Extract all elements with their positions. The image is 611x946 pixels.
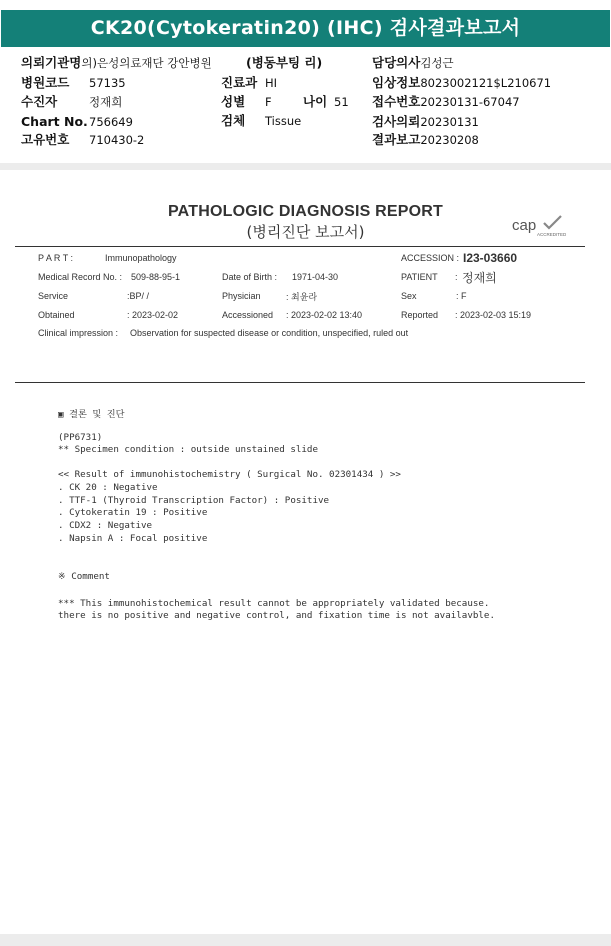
accession-value: I23-03660: [463, 251, 518, 265]
service-label: Service: [38, 291, 69, 301]
header: [0, 0, 611, 48]
dob-value: 1971-04-30: [292, 272, 339, 282]
result-line: ** Specimen condition : outside unstained slide: [58, 444, 318, 455]
specimen-label: 검체: [221, 113, 246, 128]
patient-colon: :: [455, 272, 458, 282]
section-heading: ▣ 결론 및 진단: [58, 409, 125, 420]
physician-label: Physician: [222, 291, 261, 301]
department-label: 진료과: [221, 75, 258, 90]
hospital-code-value: 57135: [89, 76, 126, 90]
patient-label: 수진자: [21, 94, 58, 109]
report-header-rule: [15, 246, 585, 247]
patient-label: PATIENT: [401, 272, 438, 282]
accessioned-label: Accessioned: [222, 310, 274, 320]
result-line: << Result of immunohistochemistry ( Surgical No. 02301434 ) >>: [58, 469, 401, 480]
comment-heading: ※ Comment: [58, 571, 110, 582]
report-subtitle: (병리진단 보고서): [246, 223, 365, 241]
page-title: CK20(Cytokeratin20) (IHC) 검사결과보고서: [1, 10, 610, 47]
clinical-info-label: 임상정보: [372, 75, 421, 90]
bottom-margin: [0, 934, 611, 946]
check-icon: [544, 216, 561, 228]
hospital-value: 의)은성의료재단 강안병원: [81, 56, 212, 70]
result-line: . CDX2 : Negative: [58, 520, 153, 531]
doctor-value: 김성근: [420, 56, 454, 70]
unique-id-value: 710430-2: [89, 133, 145, 147]
obtained-value: : 2023-02-02: [127, 310, 179, 320]
result-line: . CK 20 : Negative: [58, 482, 158, 493]
cap-accredited-text: ACCREDITED: [537, 232, 567, 237]
hospital-suffix: (병동부팅 리): [246, 55, 323, 70]
patient-value: 정재희: [89, 95, 123, 109]
receipt-value: 20230131-67047: [420, 95, 520, 109]
patient-name-value: 정재희: [462, 271, 497, 285]
dob-label: Date of Birth :: [222, 272, 278, 282]
doctor-label: 담당의사: [372, 55, 421, 70]
result-line: . TTF-1 (Thyroid Transcription Factor) : Positive: [58, 495, 330, 506]
reported-label: Reported: [401, 310, 439, 320]
chart-no-value: 756649: [89, 115, 133, 129]
report-body-rule: [15, 382, 585, 383]
age-label: 나이: [303, 94, 328, 109]
reported-value: : 2023-02-03 15:19: [455, 310, 532, 320]
cap-logo-text: cap: [512, 217, 537, 234]
report-date-label: 결과보고: [372, 132, 421, 147]
report-date-value: 20230208: [420, 133, 479, 147]
comment-line: there is no positive and negative control, and fixation time is not availavble.: [58, 610, 495, 621]
hospital-label: 의뢰기관명: [21, 55, 82, 70]
comment-line: *** This immunohistochemical result cannot be appropriately validated because.: [58, 598, 490, 609]
cap-accredited-logo: [511, 214, 567, 238]
clinical-impression-label: Clinical impression :: [38, 328, 119, 338]
result-line: . Cytokeratin 19 : Positive: [58, 507, 208, 518]
specimen-value: Tissue: [265, 114, 302, 128]
sex-value: : F: [456, 291, 467, 301]
request-date-label: 검사의뢰: [372, 114, 421, 129]
report-title: PATHOLOGIC DIAGNOSIS REPORT: [167, 203, 444, 220]
unique-id-label: 고유번호: [21, 132, 70, 147]
part-label: P A R T :: [38, 253, 74, 263]
service-value: :BP/ /: [127, 291, 150, 301]
sex-label: Sex: [401, 291, 417, 301]
chart-no-label: Chart No.: [21, 114, 88, 129]
section-divider: [0, 163, 611, 170]
clinical-impression-value: Observation for suspected disease or condition, unspecified, ruled out: [130, 328, 409, 338]
result-line: (PP6731): [58, 432, 103, 443]
receipt-label: 접수번호: [372, 94, 421, 109]
obtained-label: Obtained: [38, 310, 75, 320]
pathology-report: [0, 170, 611, 934]
request-info-panel: [0, 48, 611, 163]
mrn-label: Medical Record No. :: [38, 272, 123, 282]
hospital-code-label: 병원코드: [21, 75, 70, 90]
sex-value: F: [265, 95, 272, 109]
accession-label: ACCESSION :: [401, 253, 460, 263]
sex-label: 성별: [221, 94, 246, 109]
result-line: . Napsin A : Focal positive: [58, 533, 208, 544]
accessioned-value: : 2023-02-02 13:40: [286, 310, 363, 320]
request-date-value: 20230131: [420, 115, 479, 129]
physician-value: : 최윤라: [286, 292, 318, 302]
department-value: HI: [265, 76, 278, 90]
age-value: 51: [334, 95, 349, 109]
mrn-value: 509-88-95-1: [131, 272, 181, 282]
clinical-info-value: 8023002121$L210671: [420, 76, 552, 90]
part-value: Immunopathology: [105, 253, 177, 263]
